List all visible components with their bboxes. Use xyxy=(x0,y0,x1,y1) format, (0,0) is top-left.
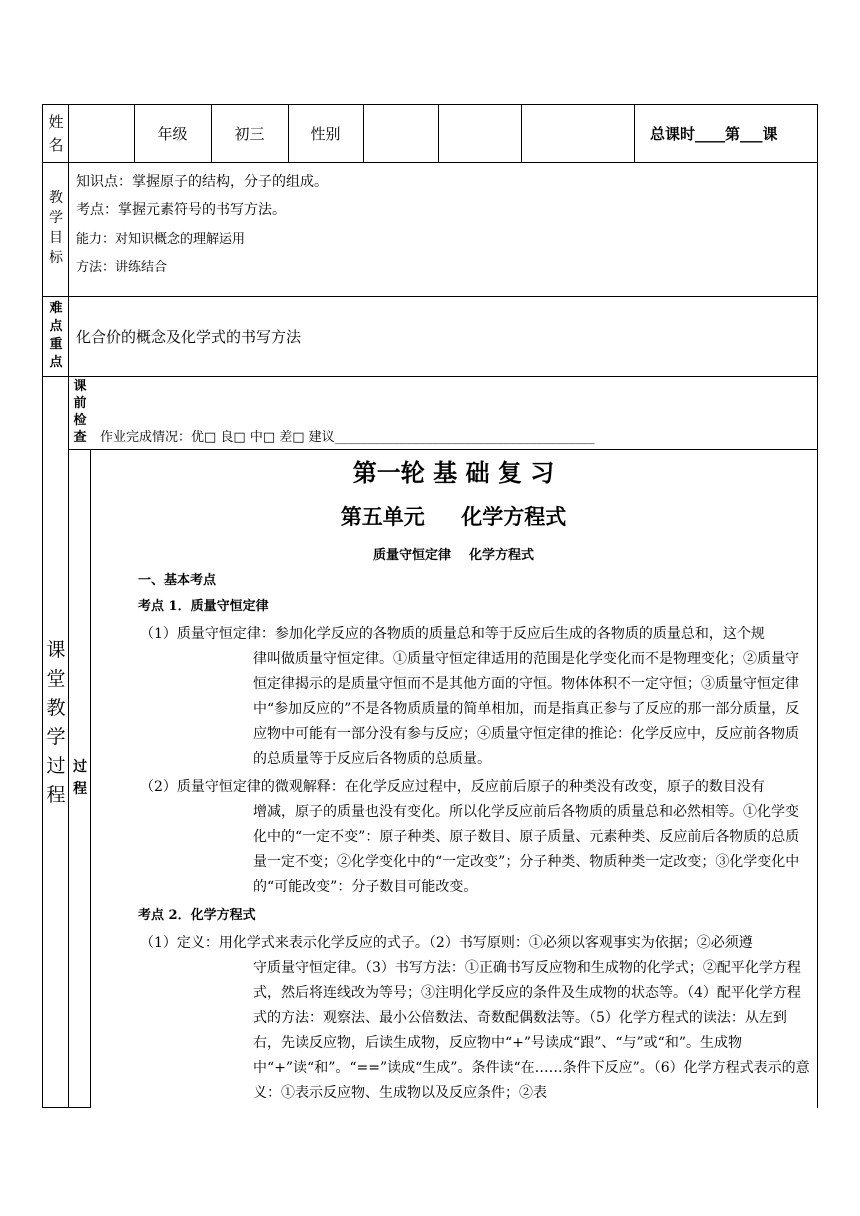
objective-exam-point: 考点：掌握元素符号的书写方法。 xyxy=(76,202,286,218)
paragraph-micro-explanation xyxy=(140,775,812,900)
class-process-label: 课堂教学过程 xyxy=(46,639,66,806)
objectives-label: 教学目标 xyxy=(49,190,63,266)
objective-method: 方法：讲练结合 xyxy=(76,260,168,275)
paragraph-2-first-line: （2）质量守恒定律的微观解释：在化学反应过程中，反应前后原子的种类没有改变，原子的数目没有 xyxy=(140,779,765,795)
row-divider-2 xyxy=(42,296,818,297)
header-col-7 xyxy=(634,104,635,162)
homework-check[interactable]: 作业完成情况：优□ 良□ 中□ 差□ 建议________________________________________ xyxy=(100,430,595,445)
row-divider-4 xyxy=(68,449,818,450)
title-topic: 质量守恒定律 化学方程式 xyxy=(372,548,535,563)
key-point-1-heading: 考点 1．质量守恒定律 xyxy=(138,599,269,614)
paragraph-3-body: 守质量守恒定律。（3）书写方法：①正确书写反应物和生成物的化学式；②配平化学方程式，然后将连线改为等号；③注明化学反应的条件及生成物的状态等。（4）配平化学方程式的方法：观察法、最小公倍数法、奇数配偶数法等。（5）化学方程式的读法：从左到右，先读反应物，后读生成物，反应物中“+”号读成“跟”、“与”或“和”。生成物中“+”读“和”。“==”读成“生成”。条件读“在……条件下反应”。（6）化学方程式表示的意义：①表示反应物、生成物以及反应条件；②表 xyxy=(253,960,810,1101)
paragraph-chemical-equation xyxy=(140,931,812,1106)
paragraph-mass-conservation xyxy=(140,622,812,772)
paragraph-3-first-line: （1）定义：用化学式来表示化学反应的式子。（2）书写原则：①必须以客观事实为依据；②必须遵 xyxy=(140,935,753,951)
header-col-5 xyxy=(438,104,439,162)
gender-value-field[interactable] xyxy=(364,105,438,162)
process-label: 过程 xyxy=(73,759,87,797)
paragraph-1-body: 律叫做质量守恒定律。①质量守恒定律适用的范围是化学变化而不是物理变化；②质量守恒定律揭示的是质量守恒而不是其他方面的守恒。物体体积不一定守恒；③质量守恒定律中“参加反应的”不是各物质质量的简单相加，而是指真正参与了反应的那一部分质量，反应物中可能有一部分没有参与反应；④质量守恒定律的推论：化学反应中，反应前各物质的总质量等于反应后各物质的总质量。 xyxy=(253,651,800,767)
section-basic-points: 一、基本考点 xyxy=(138,573,217,588)
title-round-review: 第一轮 基 础 复 习 xyxy=(352,458,555,487)
row-divider-3 xyxy=(42,376,818,377)
difficulty-text: 化合价的概念及化学式的书写方法 xyxy=(76,328,302,346)
gender-label: 性别 xyxy=(310,125,341,143)
paragraph-1-first-line: （1）质量守恒定律：参加化学反应的各物质的质量总和等于反应后生成的各物质的质量总和，这个规 xyxy=(140,626,765,642)
objective-knowledge: 知识点：掌握原子的结构，分子的组成。 xyxy=(76,174,328,190)
name-value-field[interactable] xyxy=(69,105,134,162)
total-lessons-label: 总课时____第___课 xyxy=(650,125,778,143)
table-bottom-edge xyxy=(42,1107,90,1108)
name-label: 姓名 xyxy=(48,113,64,154)
grade-label: 年级 xyxy=(157,125,188,143)
paragraph-2-body: 增减，原子的质量也没有变化。所以化学反应前后各物质的质量总和必然相等。①化学变化中的“一定不变”：原子种类、原子数目、原子质量、元素种类、反应前后各物质的总质量一定不变；②化学变化中的“一定改变”；分子种类、物质种类一定改变；③化学变化中的“可能改变”：分子数目可能改变。 xyxy=(253,804,800,895)
col-line-label xyxy=(68,104,69,1108)
header-col-6 xyxy=(521,104,522,162)
row-divider-1 xyxy=(42,162,818,163)
difficulty-label: 难点重点 xyxy=(49,301,63,370)
objective-ability: 能力：对知识概念的理解运用 xyxy=(76,232,246,247)
grade-value: 初三 xyxy=(234,125,265,143)
key-point-2-heading: 考点 2．化学方程式 xyxy=(138,908,256,923)
table-right-border xyxy=(817,104,818,1108)
title-unit: 第五单元 化学方程式 xyxy=(340,504,567,529)
precheck-label: 课前检查 xyxy=(73,379,87,445)
table-left-border xyxy=(42,104,43,1108)
